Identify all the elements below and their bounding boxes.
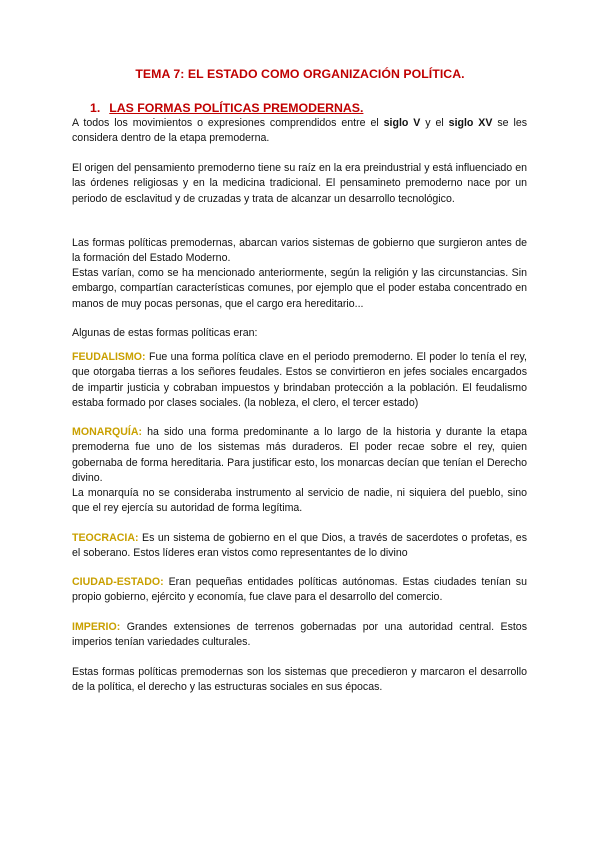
monarquia-paragraph xyxy=(72,425,527,486)
feudalismo-paragraph xyxy=(72,350,527,411)
feudalismo-text: Fue una forma política clave en el periodo premoderno. El poder lo tenía el rey, que otorgaba tierras a los señores feudales. Estos se convirtieron en jefes sociales encargados de impartir justicia y cobraban impuestos y brindaban protección a la población. El feudalismo estaba formado por clases sociales. (la nobleza, el clero, el tercer estado) xyxy=(72,351,527,409)
forms-paragraph: Las formas políticas premodernas, abarcan varios sistemas de gobierno que surgieron antes de la formación del Estado Moderno. xyxy=(72,237,527,265)
ciudad-estado-text: Eran pequeñas entidades políticas autónomas. Estas ciudades tenían su propio gobierno, ejército y economía, fue clave para el desarrollo del comercio. xyxy=(72,576,527,604)
teocracia-term: TEOCRACIA: xyxy=(72,532,139,544)
imperio-term: IMPERIO: xyxy=(72,621,121,633)
list-intro-paragraph: Algunas de estas formas políticas eran: xyxy=(72,327,258,339)
ciudad-estado-paragraph xyxy=(72,575,527,606)
origin-paragraph: El origen del pensamiento premoderno tiene su raíz en la era preindustrial y está influenciado en las órdenes religiosas y en la medicina tradicional. El pensamineto premoderno nace por un periodo de esclavitud y de cruzadas y trata de alcanzar un desarrollo tecnológico. xyxy=(72,162,527,205)
feudalismo-term: FEUDALISMO: xyxy=(72,351,146,363)
intro-text-1: A todos los movimientos o expresiones comprendidos entre el xyxy=(72,117,384,129)
imperio-paragraph xyxy=(72,620,527,651)
monarquia-term: MONARQUÍA: xyxy=(72,426,143,438)
intro-bold-2: siglo XV xyxy=(448,117,493,129)
intro-text-2: y el xyxy=(420,117,449,129)
intro-bold-1: siglo V xyxy=(383,117,421,129)
conclusion-paragraph: Estas formas políticas premodernas son los sistemas que precedieron y marcaron el desarrollo de la política, el derecho y las estructuras sociales en sus épocas. xyxy=(72,666,527,694)
intro-paragraph xyxy=(72,116,527,147)
monarquia-text: ha sido una forma predominante a lo largo de la historia y durante la etapa premoderna fue uno de los sistemas más duraderos. El poder recae sobre el rey, quien gobernaba de forma hereditaria. Para justificar esto, los monarcas decían que tenían el Derecho divino. xyxy=(72,426,527,484)
section-number: 1. xyxy=(90,101,101,115)
section-heading-text: LAS FORMAS POLÍTICAS PREMODERNAS. xyxy=(109,101,364,115)
page-title: TEMA 7: EL ESTADO COMO ORGANIZACIÓN POLÍTICA. xyxy=(135,67,465,81)
monarquia-extra-paragraph: La monarquía no se consideraba instrumento al servicio de nadie, ni siquiera del pueblo, sino que el rey ejercía su autoridad de forma legítima. xyxy=(72,487,527,515)
section-heading xyxy=(90,101,363,115)
vary-paragraph: Estas varían, como se ha mencionado anteriormente, según la religión y las circunstancias. Sin embargo, compartían características comunes, por ejemplo que el poder estaba concentrado en manos de muy pocas personas, que el cargo era hereditario... xyxy=(72,267,527,310)
teocracia-text: Es un sistema de gobierno en el que Dios, a través de sacerdotes o profetas, es el soberano. Estos líderes eran vistos como representantes de lo divino xyxy=(72,532,527,560)
intro-text-3: se les considera dentro de la etapa premoderna. xyxy=(72,117,528,145)
ciudad-estado-term: CIUDAD-ESTADO: xyxy=(72,576,164,588)
imperio-text: Grandes extensiones de terrenos gobernadas por una autoridad central. Estos imperios tenían variedades culturales. xyxy=(72,621,527,649)
teocracia-paragraph xyxy=(72,531,527,562)
